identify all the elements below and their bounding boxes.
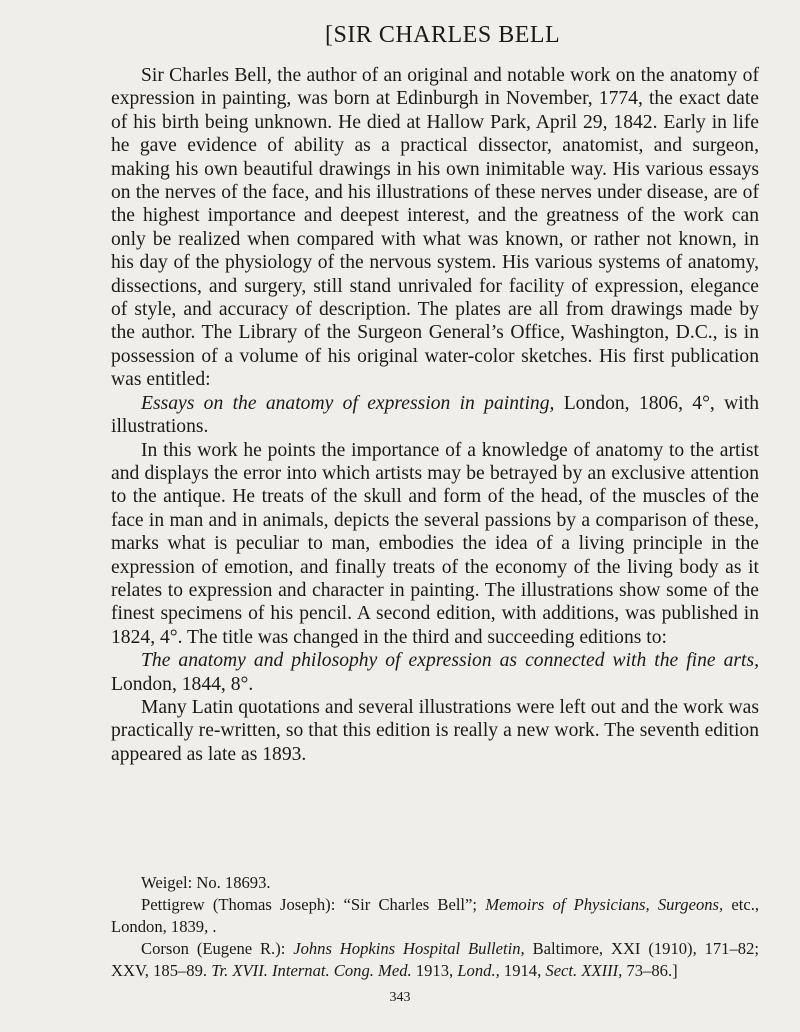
paragraph-later-title <box>111 649 759 696</box>
paragraph-rewrite: Many Latin quotations and several illustrations were left out and the work was practically re-written, so that this edition is really a new work. The seventh edition appeared as late as 1893. <box>111 696 759 765</box>
reference-details: 1913, <box>411 961 458 980</box>
paragraph-biography: Sir Charles Bell, the author of an original and notable work on the anatomy of expression in painting, was born at Edinburgh in November, 1774, the exact date of his birth being unknown. He died at Hallow Park, April 29, 1842. Early in life he gave evidence of ability as a practical dissector, anatomist, and surgeon, making his own beautiful drawings in his own inimitable way. His various essays on the nerves of the face, and his illustrations of these nerves under disease, are of the highest importance and deepest interest, and the greatness of the work can only be realized when compared with what was known, or rather not known, in his day of the physiology of the nervous system. His various systems of anatomy, dissections, and surgery, still stand unrivaled for facility of expression, elegance of style, and accuracy of description. The plates are all from drawings made by the author. The Library of the Surgeon General’s Office, Washington, D.C., is in possession of a volume of his original water-color sketches. His first publication was entitled: <box>111 65 759 391</box>
references <box>111 872 759 982</box>
book-title-essays: Essays on the anatomy of expression in painting, <box>141 392 555 414</box>
book-title-anatomy-philosophy: The anatomy and philosophy of expression as connected with the fine arts, <box>141 650 759 672</box>
reference-details: 1914, <box>499 961 546 980</box>
reference-details: etc., London, 1839, . <box>111 895 760 936</box>
paragraph-work-description: In this work he points the importance of a knowledge of anatomy to the artist and displays the error into which artists may be betrayed by an exclusive attention to the antique. He treats of the skull and form of the head, of the muscles of the face in man and in animals, depicts the several passions by a comparison of these, marks what is peculiar to man, embodies the idea of a living principle in the expression of emotion, and finally treats of the economy of the living body as it relates to expression and character in painting. The illustrations show some of the finest specimens of his pencil. A second edition, with additions, was published in 1824, 4°. The title was changed in the third and succeeding editions to: <box>111 439 759 648</box>
reference-author: Corson (Eugene R.): <box>141 939 294 958</box>
publication-details: London, 1806, 4°, with illustrations. <box>111 392 759 438</box>
paragraph-first-publication <box>111 392 759 439</box>
reference-corson <box>111 938 759 982</box>
reference-source-title: Tr. XVII. Internat. Cong. Med. <box>211 961 412 980</box>
reference-source-title: Johns Hopkins Hospital Bulletin, <box>293 939 525 958</box>
reference-weigel: Weigel: No. 18693. <box>141 873 271 892</box>
reference-place: Lond., <box>457 961 500 980</box>
page-number: 343 <box>389 990 411 1005</box>
running-header: [SIR CHARLES BELL <box>325 22 561 48</box>
reference-section: Sect. XXIII, <box>545 961 623 980</box>
article-body <box>111 64 759 766</box>
reference-source-title: Memoirs of Physicians, Surgeons, <box>485 895 724 914</box>
publication-details: London, 1844, 8°. <box>111 673 254 695</box>
reference-details: Baltimore, XXI (1910), 171–82; XXV, 185–89. <box>111 939 759 980</box>
reference-pettigrew <box>111 894 759 938</box>
reference-details: 73–86.] <box>622 961 678 980</box>
reference-author: Pettigrew (Thomas Joseph): “Sir Charles Bell”; <box>141 895 486 914</box>
